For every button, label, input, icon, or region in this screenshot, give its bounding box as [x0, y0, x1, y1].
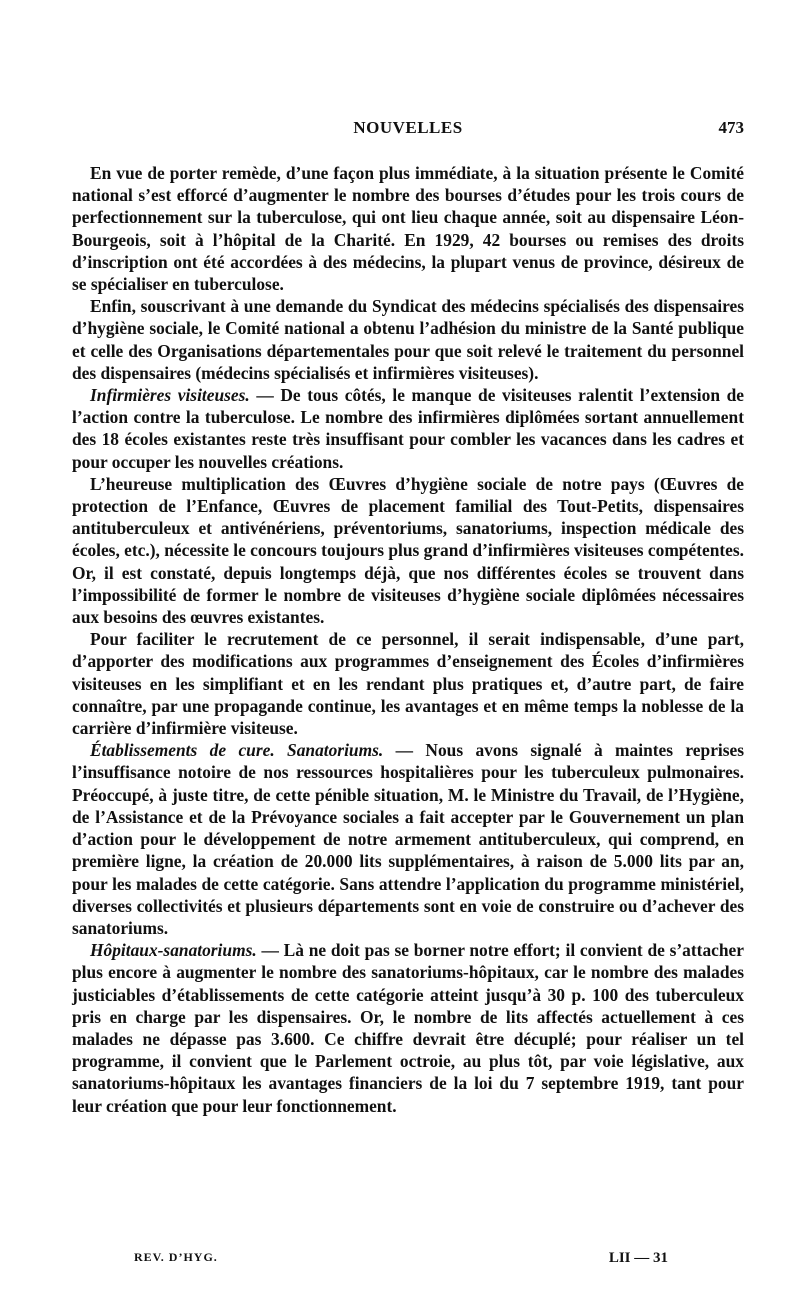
- section-heading: Infirmières visiteuses.: [90, 385, 250, 406]
- paragraph-text: Pour faciliter le recrutement de ce personnel, il serait indispensable, d’une part, d’apporter des modifications aux programmes d’enseignement des Écoles d’infirmières visiteuses en les simplifiant et en les rendant plus pratiques et, d’autre part, de faire connaître, par une propagande continue, les avantages et en même temps la noblesse de la carrière d’infirmière visiteuse.: [72, 629, 744, 739]
- section-heading: Hôpitaux-sanatoriums.: [90, 940, 257, 961]
- paragraph-text: — Nous avons signalé à maintes reprises l’insuffisance notoire de nos ressources hospitalières pour les tuberculeux pulmonaires. Préoccupé, à juste titre, de cette pénible situation, M. le Ministre du Travail, de l’Hygiène, de l’Assistance et de la Prévoyance sociales a fait accepter par le Gouvernement un plan d’action pour le développement de notre armement antituberculeux, qui comprend, en première ligne, la création de 20.000 lits supplémentaires, à raison de 5.000 lits par an, pour les malades de cette catégorie. Sans attendre l’application du programme ministériel, diverses collectivités et plusieurs départements sont en voie de construire ou d’achever des sanatoriums.: [72, 740, 745, 938]
- paragraph-text: En vue de porter remède, d’une façon plus immédiate, à la situation présente le Comité national s’est efforcé d’augmenter le nombre des bourses d’études pour les trois cours de perfectionnement sur la tuberculose, qui ont lieu chaque année, soit au dispensaire Léon-Bourgeois, soit à l’hôpital de la Charité. En 1929, 42 bourses ou remises des droits d’inscription ont été accordées à des médecins, la plupart venus de province, désireux de se spécialiser en tuberculose.: [72, 163, 744, 295]
- paragraph: [72, 162, 744, 295]
- journal-abbreviation: REV. D’HYG.: [134, 1250, 218, 1264]
- paragraph: [72, 628, 744, 739]
- page-number: 473: [718, 118, 744, 137]
- running-title: NOUVELLES: [353, 118, 463, 137]
- paragraph: [72, 939, 744, 1117]
- paragraph-text: Enfin, souscrivant à une demande du Syndicat des médecins spécialisés des dispensaires d’hygiène sociale, le Comité national a obtenu l’adhésion du ministre de la Santé publique et celle des Organisations départementales pour que soit relevé le traitement du personnel des dispensaires (médecins spécialisés et infirmières visiteuses).: [72, 296, 744, 383]
- paragraph: [72, 473, 744, 628]
- paragraph: [72, 384, 744, 473]
- page-footer: [72, 1250, 744, 1274]
- running-head: [72, 118, 744, 144]
- paragraph-text: — Là ne doit pas se borner notre effort; il convient de s’attacher plus encore à augmenter le nombre des sanatoriums-hôpitaux, car le nombre des malades justiciables d’établissements de cette catégorie atteint jusqu’à 30 p. 100 des tuberculeux pris en charge par les dispensaires. Or, le nombre de lits affectés actuellement à ces malades ne dépasse pas 3.600. Ce chiffre devrait être décuplé; pour réaliser un tel programme, il convient que le Parlement octroie, au plus tôt, par voie législative, aux sanatoriums-hôpitaux les avantages financiers de la loi du 7 septembre 1919, tant pour leur création que pour leur fonctionnement.: [72, 940, 744, 1116]
- body-text: [72, 162, 744, 1117]
- signature-mark: LII — 31: [608, 1250, 668, 1266]
- paragraph-text: — De tous côtés, le manque de visiteuses ralentit l’extension de l’action contre la tuberculose. Le nombre des infirmières diplômées sortant annuellement des 18 écoles existantes reste très insuffisant pour combler les vacances dans les cadres et pour occuper les nouvelles créations.: [72, 385, 744, 472]
- paragraph: [72, 295, 744, 384]
- paragraph-text: L’heureuse multiplication des Œuvres d’hygiène sociale de notre pays (Œuvres de protection de l’Enfance, Œuvres de placement familial des Tout-Petits, dispensaires antituberculeux et antivénériens, préventoriums, sanatoriums, inspection médicale des écoles, etc.), nécessite le concours toujours plus grand d’infirmières visiteuses compétentes. Or, il est constaté, depuis longtemps déjà, que nos différentes écoles se trouvent dans l’impossibilité de former le nombre de visiteuses d’hygiène sociale diplômées nécessaires aux besoins des œuvres existantes.: [72, 473, 745, 628]
- paragraph: [72, 739, 744, 939]
- section-heading: Établissements de cure. Sanatoriums.: [90, 740, 384, 761]
